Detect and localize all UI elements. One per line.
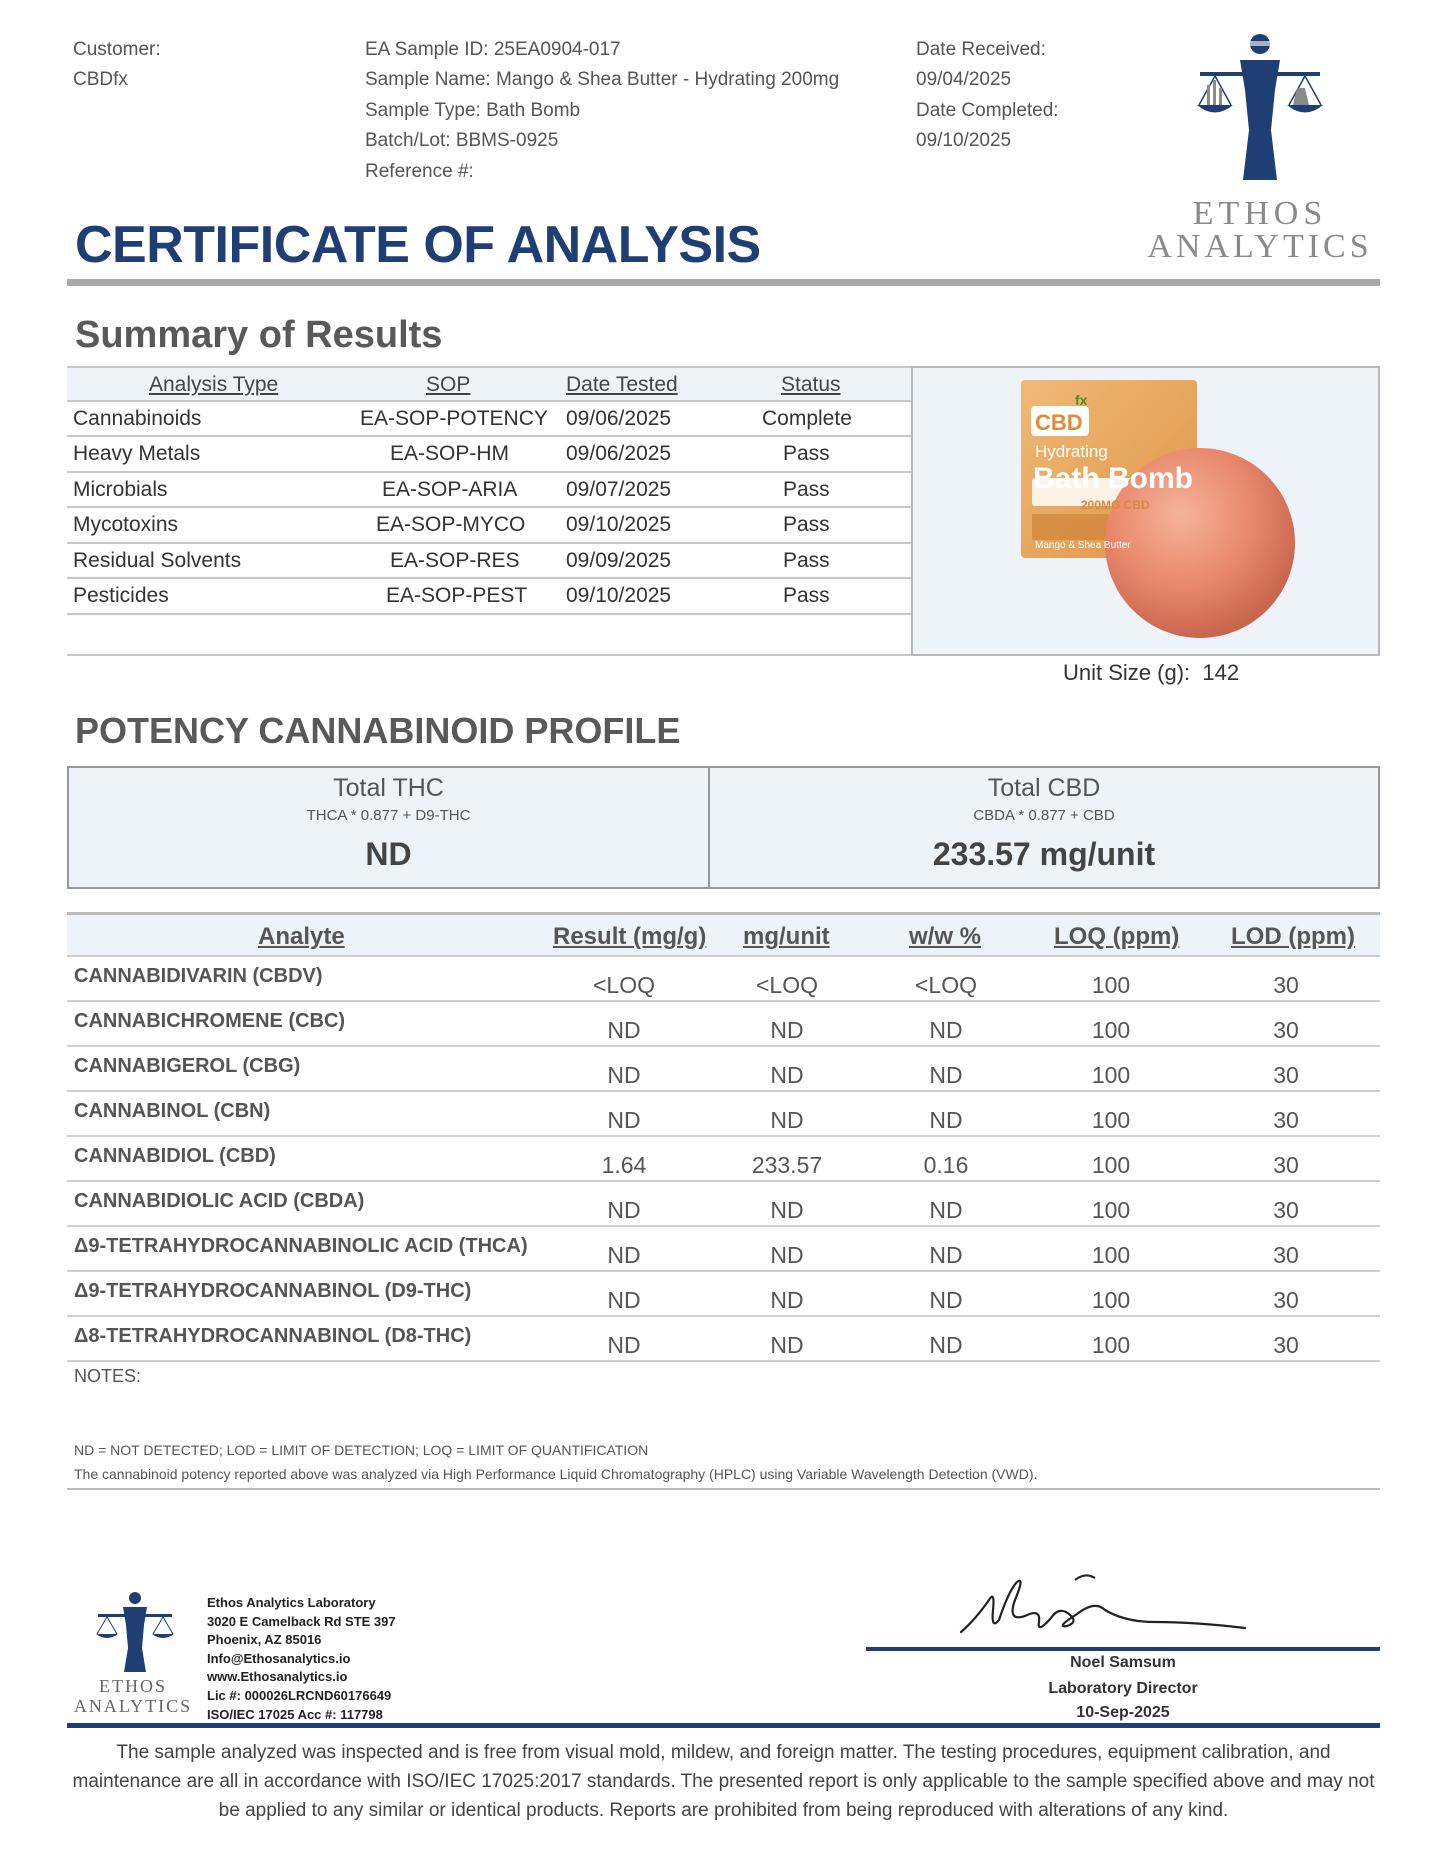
date-tested: 09/10/2025 <box>566 584 672 607</box>
col-result: Result (mg/g) <box>553 923 707 950</box>
date-completed-label: Date Completed: <box>916 100 1059 121</box>
date-completed: 09/10/2025 <box>916 130 1012 151</box>
lod: 30 <box>1273 1197 1299 1223</box>
abbreviations-note: ND = NOT DETECTED; LOD = LIMIT OF DETECTION; LOQ = LIMIT OF QUANTIFICATION <box>74 1442 649 1458</box>
result-mg-g: ND <box>607 1017 641 1043</box>
result-mg-g: ND <box>607 1062 641 1088</box>
analyte-row <box>67 1092 1380 1137</box>
result-mg-unit: ND <box>770 1332 804 1358</box>
sample-id: EA Sample ID: 25EA0904-017 <box>365 39 621 60</box>
lab-name: Ethos Analytics Laboratory <box>207 1595 376 1610</box>
signature-icon <box>955 1570 1255 1645</box>
lab-license: Lic #: 000026LRCND60176649 <box>207 1687 392 1703</box>
analyte-name: CANNABIDIVARIN (CBDV) <box>74 965 323 987</box>
total-cbd-label: Total CBD <box>987 774 1101 802</box>
status: Pass <box>783 513 830 536</box>
sample-name: Sample Name: Mango & Shea Butter - Hydrating 200mg <box>365 69 840 90</box>
status: Pass <box>783 477 830 501</box>
status: Pass <box>783 584 830 607</box>
result-ww: ND <box>929 1242 963 1268</box>
disclaimer: The sample analyzed was inspected and is free from visual mold, mildew, and foreign matter. The testing procedures, equipment calibration, and maintenance are all in accordance with ISO/IEC 17025:2017 standards. The presented report is only applicable to the sample specified above and may not be applied to any similar or identical products. Reports are prohibited from being reproduced with alterations of any kind. <box>72 1742 1375 1821</box>
lod: 30 <box>1273 1017 1299 1043</box>
summary-row <box>67 473 912 509</box>
analysis-type: Residual Solvents <box>73 548 242 572</box>
status: Pass <box>783 548 830 572</box>
product-line2: Bath Bomb <box>1033 462 1193 495</box>
analyte-row <box>67 957 1380 1002</box>
product-image <box>911 366 1380 656</box>
justice-scales-logo-icon <box>1185 30 1335 190</box>
result-mg-g: ND <box>607 1287 641 1313</box>
result-ww: ND <box>929 1197 963 1223</box>
status: Complete <box>762 406 852 430</box>
unit-size-label: Unit Size (g): <box>1063 660 1191 685</box>
notes-divider <box>67 1488 1380 1490</box>
total-thc-box <box>67 766 710 889</box>
sop: EA-SOP-RES <box>390 548 520 572</box>
analyte-name: Δ9-TETRAHYDROCANNABINOL (D9-THC) <box>74 1280 472 1302</box>
analyte-name: CANNABIDIOL (CBD) <box>74 1145 276 1167</box>
summary-row <box>67 402 912 438</box>
lab-email: Info@Ethosanalytics.io <box>207 1650 351 1666</box>
total-thc-formula: THCA * 0.877 + D9-THC <box>306 807 471 824</box>
analysis-type: Mycotoxins <box>73 513 179 536</box>
analyte-row <box>67 1227 1380 1272</box>
logo-analytics: ANALYTICS <box>1147 228 1373 265</box>
result-ww: 0.16 <box>923 1152 969 1178</box>
loq: 100 <box>1091 1017 1131 1043</box>
customer-value: CBDfx <box>73 69 128 90</box>
lab-website: www.Ethosanalytics.io <box>207 1669 348 1685</box>
lod: 30 <box>1273 1242 1299 1268</box>
bath-bomb-product-icon <box>913 368 1380 656</box>
loq: 100 <box>1091 1332 1131 1358</box>
result-mg-unit: 233.57 <box>751 1152 823 1178</box>
result-mg-unit: ND <box>770 1107 804 1133</box>
product-flavor: Mango & Shea Butter <box>1035 540 1131 551</box>
customer-label: Customer: <box>73 39 161 60</box>
result-mg-g: 1.64 <box>601 1152 647 1178</box>
potency-title: POTENCY CANNABINOID PROFILE <box>75 710 681 751</box>
col-analysis-type: Analysis Type <box>149 373 279 396</box>
lab-contact-block <box>207 1594 396 1724</box>
small-scales-logo-icon <box>90 1590 180 1675</box>
result-ww: ND <box>929 1332 963 1358</box>
total-cbd-value: 233.57 mg/unit <box>932 836 1156 872</box>
loq: 100 <box>1091 972 1131 998</box>
date-tested: 09/10/2025 <box>566 513 672 536</box>
total-cbd-formula: CBDA * 0.877 + CBD <box>973 807 1115 824</box>
lod: 30 <box>1273 972 1299 998</box>
batch-lot: Batch/Lot: BBMS-0925 <box>365 130 559 151</box>
unit-size-value: 142 <box>1202 660 1240 685</box>
lab-address1: 3020 E Camelback Rd STE 397 <box>207 1613 396 1629</box>
loq: 100 <box>1091 1197 1131 1223</box>
result-mg-unit: ND <box>770 1287 804 1313</box>
date-received-label: Date Received: <box>916 39 1046 60</box>
lod: 30 <box>1273 1062 1299 1088</box>
loq: 100 <box>1091 1107 1131 1133</box>
result-mg-g: ND <box>607 1197 641 1223</box>
summary-row <box>67 508 912 544</box>
date-tested: 09/06/2025 <box>566 442 672 465</box>
certificate-title: CERTIFICATE OF ANALYSIS <box>75 216 761 274</box>
analysis-type: Microbials <box>73 477 168 501</box>
product-dose: 200MG CBD <box>1081 498 1150 512</box>
loq: 100 <box>1091 1287 1131 1313</box>
loq: 100 <box>1091 1062 1131 1088</box>
summary-row <box>67 544 912 580</box>
notes-label: NOTES: <box>74 1366 142 1386</box>
lod: 30 <box>1273 1332 1299 1358</box>
signer-name: Noel Samsum <box>1070 1654 1176 1671</box>
lab-iso: ISO/IEC 17025 Acc #: 117798 <box>207 1706 383 1722</box>
total-thc-label: Total THC <box>333 774 444 802</box>
lod: 30 <box>1273 1152 1299 1178</box>
analyte-row <box>67 1317 1380 1362</box>
summary-header-row <box>67 366 912 402</box>
analyte-row <box>67 1182 1380 1227</box>
logo-ethos: ETHOS <box>1192 195 1328 232</box>
col-loq: LOQ (ppm) <box>1054 923 1180 950</box>
summary-bottom-line <box>67 654 912 656</box>
analyte-header-row <box>67 912 1380 957</box>
unit-size <box>1063 660 1239 686</box>
loq: 100 <box>1091 1242 1131 1268</box>
lab-address2: Phoenix, AZ 85016 <box>207 1632 322 1648</box>
analysis-type: Cannabinoids <box>73 406 202 430</box>
col-date-tested: Date Tested <box>566 373 678 396</box>
result-mg-unit: ND <box>770 1062 804 1088</box>
result-mg-g: ND <box>607 1107 641 1133</box>
lod: 30 <box>1273 1107 1299 1133</box>
method-note: The cannabinoid potency reported above was analyzed via High Performance Liquid Chromatography (HPLC) using Variable Wavelength Detection (VWD). <box>74 1466 1038 1482</box>
signature-date: 10-Sep-2025 <box>1076 1704 1170 1721</box>
result-ww: ND <box>929 1062 963 1088</box>
sample-type: Sample Type: Bath Bomb <box>365 100 581 121</box>
date-tested: 09/09/2025 <box>566 548 672 572</box>
result-ww: ND <box>929 1017 963 1043</box>
analyte-name: CANNABIDIOLIC ACID (CBDA) <box>74 1190 365 1212</box>
col-ww: w/w % <box>909 923 982 950</box>
sop: EA-SOP-PEST <box>386 584 528 607</box>
col-status: Status <box>781 373 841 396</box>
result-mg-unit: ND <box>770 1242 804 1268</box>
result-mg-g: ND <box>607 1332 641 1358</box>
result-mg-unit: <LOQ <box>755 972 818 998</box>
analyte-name: Δ8-TETRAHYDROCANNABINOL (D8-THC) <box>74 1325 472 1347</box>
date-tested: 09/07/2025 <box>566 477 672 501</box>
date-tested: 09/06/2025 <box>566 406 672 430</box>
sop: EA-SOP-MYCO <box>376 513 526 536</box>
analyte-name: CANNABIGEROL (CBG) <box>74 1055 301 1077</box>
sop: EA-SOP-HM <box>390 442 510 465</box>
product-line1: Hydrating <box>1035 442 1108 461</box>
col-mg-unit: mg/unit <box>743 923 830 950</box>
analysis-type: Heavy Metals <box>73 442 201 465</box>
col-analyte: Analyte <box>258 923 345 950</box>
result-mg-unit: ND <box>770 1017 804 1043</box>
title-divider <box>67 279 1380 286</box>
result-ww: ND <box>929 1107 963 1133</box>
analyte-name: CANNABINOL (CBN) <box>74 1100 271 1122</box>
analyte-row <box>67 1047 1380 1092</box>
summary-row <box>67 437 912 473</box>
col-lod: LOD (ppm) <box>1231 923 1355 950</box>
analysis-type: Pesticides <box>73 584 169 607</box>
loq: 100 <box>1091 1152 1131 1178</box>
analyte-row <box>67 1272 1380 1317</box>
footer-divider <box>67 1723 1380 1728</box>
analyte-row <box>67 1002 1380 1047</box>
signer-role: Laboratory Director <box>1048 1680 1198 1697</box>
status: Pass <box>783 442 830 465</box>
summary-title: Summary of Results <box>75 314 443 356</box>
product-brand: CBD <box>1035 410 1083 435</box>
sop: EA-SOP-ARIA <box>382 477 518 501</box>
result-ww: ND <box>929 1287 963 1313</box>
total-cbd-box <box>708 766 1380 889</box>
analyte-name: CANNABICHROMENE (CBC) <box>74 1010 346 1032</box>
summary-table <box>67 366 912 656</box>
date-received: 09/04/2025 <box>916 69 1012 90</box>
total-thc-value: ND <box>365 836 412 872</box>
col-sop: SOP <box>426 373 471 396</box>
result-mg-g: ND <box>607 1242 641 1268</box>
result-ww: <LOQ <box>914 972 977 998</box>
small-logo-analytics: ANALYTICS <box>73 1696 193 1716</box>
result-mg-unit: ND <box>770 1197 804 1223</box>
product-brand-fx: fx <box>1075 392 1088 408</box>
signature-line <box>866 1647 1380 1651</box>
sop: EA-SOP-POTENCY <box>360 406 548 430</box>
summary-row <box>67 579 912 615</box>
small-logo-ethos: ETHOS <box>99 1676 167 1696</box>
analyte-row <box>67 1137 1380 1182</box>
lod: 30 <box>1273 1287 1299 1313</box>
result-mg-g: <LOQ <box>592 972 655 998</box>
analyte-name: Δ9-TETRAHYDROCANNABINOLIC ACID (THCA) <box>74 1235 528 1257</box>
reference: Reference #: <box>365 161 474 182</box>
